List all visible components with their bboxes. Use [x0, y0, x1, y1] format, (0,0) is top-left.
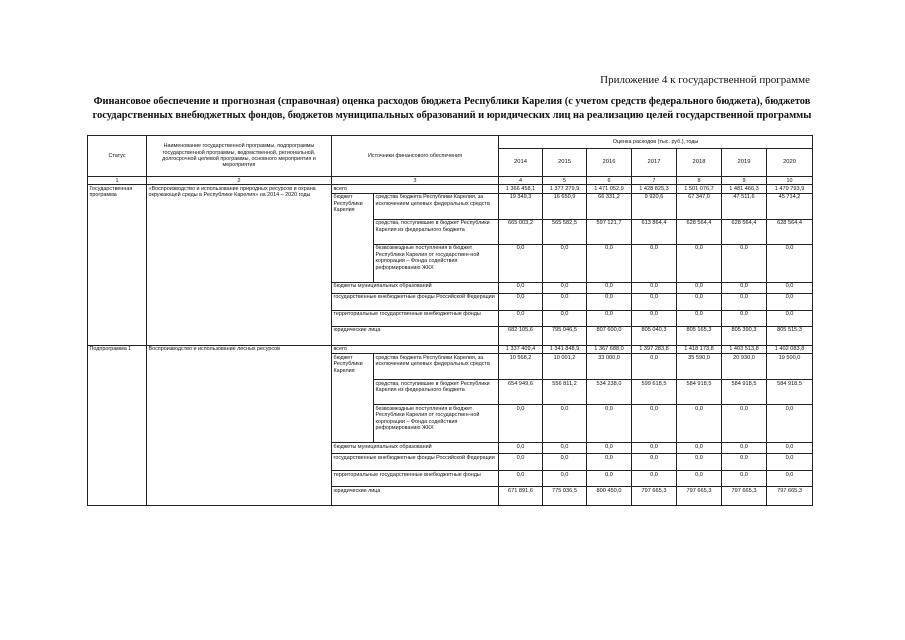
amount-cell: 628 564,4 [767, 219, 813, 244]
amount-cell: 0,0 [499, 443, 543, 454]
amount-cell: 584 918,5 [722, 380, 767, 405]
amount-cell: 0,0 [632, 310, 677, 326]
amount-cell: 599 618,5 [632, 380, 677, 405]
column-number: 10 [767, 177, 813, 185]
source-cell: юридические лица [332, 326, 499, 345]
amount-cell: 800 450,0 [587, 487, 632, 506]
amount-cell: 0,0 [499, 244, 543, 282]
year-header: 2016 [587, 149, 632, 177]
amount-cell: 584 918,5 [677, 380, 722, 405]
year-header: 2020 [767, 149, 813, 177]
amount-cell: 0,0 [767, 454, 813, 471]
table-row [88, 345, 813, 353]
amount-cell: 45 714,2 [767, 193, 813, 219]
amount-cell: 0,0 [722, 310, 767, 326]
status-cell: Подпрограмма 1 [88, 345, 147, 505]
amount-cell: 1 402 083,8 [767, 345, 813, 353]
status-header: Статус [88, 136, 147, 177]
amount-cell: 797 665,3 [677, 487, 722, 506]
amount-cell: 0,0 [587, 454, 632, 471]
amount-cell: 0,0 [543, 454, 587, 471]
amount-cell: 1 341 848,9 [543, 345, 587, 353]
amount-cell: 0,0 [587, 471, 632, 487]
year-header: 2015 [543, 149, 587, 177]
amount-cell: 19 349,3 [499, 193, 543, 219]
amount-cell: 33 000,0 [587, 354, 632, 380]
amount-cell: 0,0 [499, 471, 543, 487]
source-cell: территориальные государственные внебюджетные фонды [332, 471, 499, 487]
source-subcell: безвозмездные поступления в бюджет Республики Карелия от государствен-ной корпорации – Фонда содействия реформированию ЖКХ [374, 405, 499, 443]
amount-cell: 797 665,3 [722, 487, 767, 506]
year-header: 2014 [499, 149, 543, 177]
amount-cell: 66 331,2 [587, 193, 632, 219]
amount-cell: 1 479 793,9 [767, 185, 813, 193]
financing-table-body [88, 185, 813, 506]
amount-cell: 19 500,0 [767, 354, 813, 380]
amount-cell: 1 418 173,8 [677, 345, 722, 353]
year-header: 2018 [677, 149, 722, 177]
source-group-cell: бюджет Республики Карелия [332, 193, 374, 282]
amount-cell: 0,0 [722, 454, 767, 471]
amount-cell: 775 036,5 [543, 487, 587, 506]
program-name-cell: «Воспроизводство и использование природных ресурсов и охрана окружающей среды в Республике Карелия» на 2014 – 2020 годы [147, 185, 332, 345]
document-title [52, 95, 852, 123]
amount-cell: 0,0 [632, 405, 677, 443]
amount-cell: 0,0 [677, 282, 722, 293]
amount-cell: 0,0 [543, 244, 587, 282]
amount-cell: 0,0 [722, 293, 767, 310]
amount-cell: 20 930,0 [722, 354, 767, 380]
source-cell: всего [332, 185, 499, 193]
amount-cell: 682 105,6 [499, 326, 543, 345]
amount-cell: 795 046,5 [543, 326, 587, 345]
amount-cell: 0,0 [499, 293, 543, 310]
amount-cell: 0,0 [677, 471, 722, 487]
amount-cell: 0,0 [499, 405, 543, 443]
amount-cell: 0,0 [543, 310, 587, 326]
amount-cell: 1 366 458,1 [499, 185, 543, 193]
amount-cell: 0,0 [722, 443, 767, 454]
amount-cell: 9 920,6 [632, 193, 677, 219]
source-subcell: средства, поступившие в бюджет Республики Карелия из федерального бюджета [374, 380, 499, 405]
amount-cell: 1 428 825,3 [632, 185, 677, 193]
amount-cell: 1 397 283,8 [632, 345, 677, 353]
year-header: 2017 [632, 149, 677, 177]
financing-table [87, 135, 813, 506]
source-cell: бюджеты муниципальных образований [332, 443, 499, 454]
amount-cell: 0,0 [722, 405, 767, 443]
amount-cell: 628 564,4 [722, 219, 767, 244]
amount-cell: 0,0 [632, 471, 677, 487]
table-row [88, 185, 813, 193]
amount-cell: 1 377 279,9 [543, 185, 587, 193]
amount-cell: 0,0 [767, 405, 813, 443]
amount-cell: 0,0 [722, 471, 767, 487]
amount-cell: 1 501 076,7 [677, 185, 722, 193]
amount-cell: 0,0 [632, 354, 677, 380]
amount-cell: 628 564,4 [677, 219, 722, 244]
source-subcell: средства бюджета Республики Карелия, за исключением целевых федеральных средств [374, 193, 499, 219]
amount-cell: 556 811,2 [543, 380, 587, 405]
column-number: 4 [499, 177, 543, 185]
amount-cell: 0,0 [499, 454, 543, 471]
source-cell: государственные внебюджетные фонды Российской Федерации [332, 293, 499, 310]
column-number: 5 [543, 177, 587, 185]
amount-cell: 0,0 [543, 293, 587, 310]
amount-cell: 613 864,4 [632, 219, 677, 244]
amount-cell: 0,0 [543, 282, 587, 293]
column-number: 9 [722, 177, 767, 185]
amount-cell: 0,0 [677, 310, 722, 326]
amount-cell: 0,0 [632, 244, 677, 282]
column-number: 3 [332, 177, 499, 185]
amount-cell: 0,0 [587, 293, 632, 310]
title-line-2: государственных внебюджетных фондов, бюджетов муниципальных образований и юридических лиц на реализацию целей государственной программы [92, 110, 812, 121]
amount-cell: 805 515,3 [767, 326, 813, 345]
amount-cell: 0,0 [677, 405, 722, 443]
amount-cell: 797 665,3 [767, 487, 813, 506]
amount-cell: 597 121,7 [587, 219, 632, 244]
amount-cell: 16 650,9 [543, 193, 587, 219]
amount-cell: 0,0 [587, 310, 632, 326]
column-number: 8 [677, 177, 722, 185]
amount-cell: 0,0 [722, 282, 767, 293]
source-cell: территориальные государственные внебюджетные фонды [332, 310, 499, 326]
header-row-1 [88, 136, 813, 149]
amount-cell: 565 582,5 [543, 219, 587, 244]
amount-cell: 0,0 [632, 282, 677, 293]
amount-cell: 10 568,2 [499, 354, 543, 380]
amount-cell: 0,0 [722, 244, 767, 282]
amount-cell: 0,0 [499, 310, 543, 326]
amount-cell: 67 347,0 [677, 193, 722, 219]
amount-cell: 0,0 [543, 405, 587, 443]
amount-cell: 665 003,2 [499, 219, 543, 244]
amount-cell: 0,0 [587, 443, 632, 454]
source-cell: юридические лица [332, 487, 499, 506]
amount-cell: 0,0 [587, 282, 632, 293]
year-header: 2019 [722, 149, 767, 177]
estimate-header: Оценка расходов (тыс. руб.), годы [499, 136, 813, 149]
amount-cell: 0,0 [767, 244, 813, 282]
amount-cell: 807 600,0 [587, 326, 632, 345]
source-cell: всего [332, 345, 499, 353]
amount-cell: 805 390,3 [722, 326, 767, 345]
amount-cell: 47 511,6 [722, 193, 767, 219]
amount-cell: 0,0 [677, 293, 722, 310]
column-number: 6 [587, 177, 632, 185]
amount-cell: 0,0 [543, 471, 587, 487]
amount-cell: 654 949,6 [499, 380, 543, 405]
amount-cell: 0,0 [767, 282, 813, 293]
amount-cell: 0,0 [767, 443, 813, 454]
amount-cell: 671 891,6 [499, 487, 543, 506]
column-number: 7 [632, 177, 677, 185]
name-header: Наименование государственной программы, подпрограммы государственной программы, ведомственной, региональной, долгосрочной целевой программы, основного мероприятия и мероприятия [147, 136, 332, 177]
amount-cell: 0,0 [767, 293, 813, 310]
source-subcell: средства бюджета Республики Карелия, за исключением целевых федеральных средств [374, 354, 499, 380]
amount-cell: 0,0 [587, 244, 632, 282]
amount-cell: 0,0 [767, 471, 813, 487]
amount-cell: 0,0 [677, 244, 722, 282]
column-number: 1 [88, 177, 147, 185]
amount-cell: 1 471 052,9 [587, 185, 632, 193]
source-header: Источники финансового обеспечения [332, 136, 499, 177]
amount-cell: 1 403 513,8 [722, 345, 767, 353]
column-number: 2 [147, 177, 332, 185]
amount-cell: 1 337 409,4 [499, 345, 543, 353]
amount-cell: 0,0 [632, 443, 677, 454]
amount-cell: 805 165,3 [677, 326, 722, 345]
source-group-cell: бюджет Республики Карелия [332, 354, 374, 443]
appendix-label: Приложение 4 к государственной программе [600, 74, 810, 86]
amount-cell: 35 590,0 [677, 354, 722, 380]
amount-cell: 797 665,3 [632, 487, 677, 506]
amount-cell: 0,0 [587, 405, 632, 443]
source-cell: государственные внебюджетные фонды Российской Федерации [332, 454, 499, 471]
amount-cell: 0,0 [499, 282, 543, 293]
amount-cell: 0,0 [632, 293, 677, 310]
amount-cell: 534 238,0 [587, 380, 632, 405]
program-name-cell: Воспроизводство и использование лесных ресурсов [147, 345, 332, 505]
amount-cell: 584 918,5 [767, 380, 813, 405]
status-cell: Государственная программа [88, 185, 147, 345]
amount-cell: 0,0 [767, 310, 813, 326]
amount-cell: 10 001,2 [543, 354, 587, 380]
amount-cell: 1 481 466,3 [722, 185, 767, 193]
source-subcell: средства, поступившие в бюджет Республики Карелия из федерального бюджета [374, 219, 499, 244]
amount-cell: 1 367 688,0 [587, 345, 632, 353]
amount-cell: 0,0 [543, 443, 587, 454]
column-number-row [88, 177, 813, 185]
source-cell: бюджеты муниципальных образований [332, 282, 499, 293]
source-subcell: безвозмездные поступления в бюджет Республики Карелия от государствен-ной корпорации – Фонда содействия реформированию ЖКХ [374, 244, 499, 282]
amount-cell: 0,0 [677, 454, 722, 471]
amount-cell: 0,0 [632, 454, 677, 471]
title-line-1: Финансовое обеспечение и прогнозная (справочная) оценка расходов бюджета Республики Карелия (с учетом средств федерального бюджета), бюджетов [93, 96, 811, 107]
amount-cell: 0,0 [677, 443, 722, 454]
amount-cell: 805 040,3 [632, 326, 677, 345]
